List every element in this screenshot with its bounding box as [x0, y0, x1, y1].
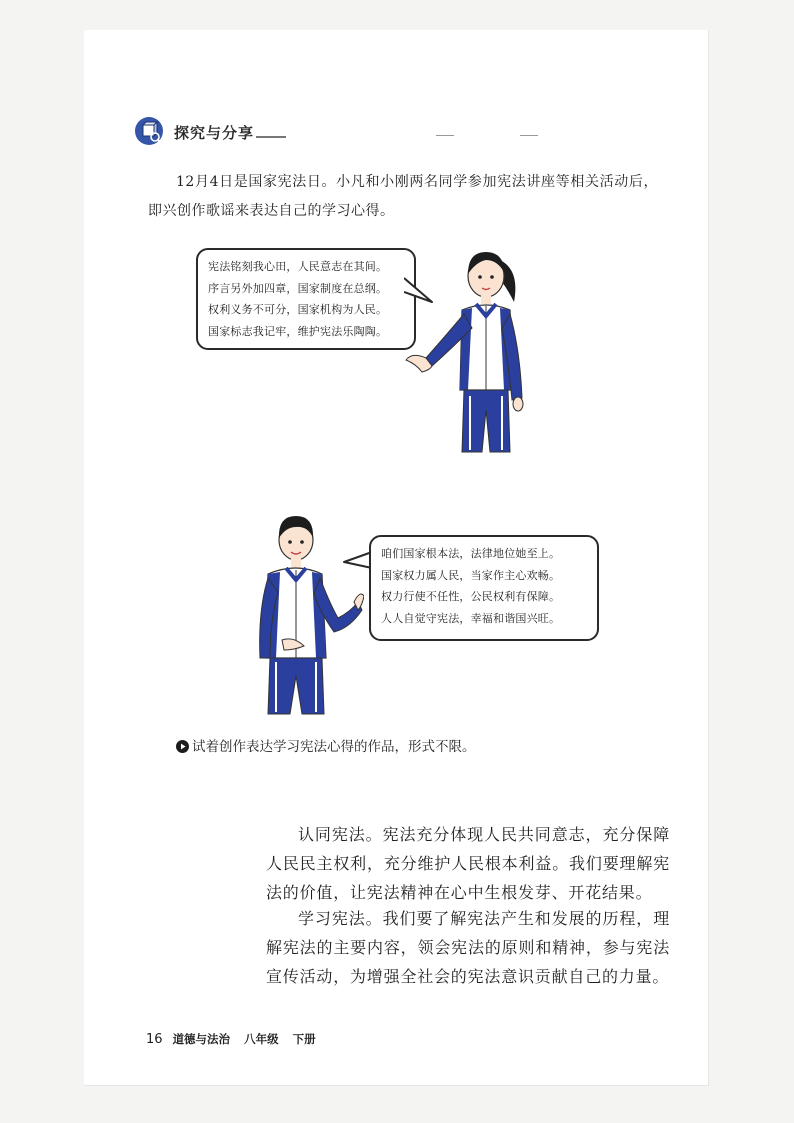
page-footer — [146, 1031, 316, 1047]
bubble-line: 权力行使不任性，公民权利有保障。 — [381, 590, 561, 603]
book-grade: 八年级 — [244, 1032, 279, 1046]
section-title: 探究与分享 — [174, 124, 255, 142]
decorative-dash — [436, 135, 454, 136]
play-circle-icon — [176, 740, 189, 753]
bubble-line: 宪法铭刻我心田，人民意志在其间。 — [208, 260, 388, 273]
bubble-line: 人人自觉守宪法，幸福和谐国兴旺。 — [381, 611, 561, 625]
magnifier-cube-icon — [134, 116, 164, 146]
bubble-line: 国家标志我记牢，维护宪法乐陶陶。 — [208, 324, 388, 338]
bubble-line: 权利义务不可分，国家机构为人民。 — [208, 303, 388, 316]
boy-speech-bubble — [369, 535, 599, 641]
girl-speech-bubble — [196, 248, 416, 350]
section-title-rule — [256, 136, 286, 138]
intro-text: 12月4日是国家宪法日。小凡和小刚两名同学参加宪法讲座等相关活动后，即兴创作歌谣来表达自己的学习心得。 — [148, 174, 658, 219]
girl-student-illustration — [402, 230, 562, 455]
activity-prompt-text: 试着创作表达学习宪法心得的作品，形式不限。 — [192, 739, 476, 755]
decorative-dash — [520, 135, 538, 136]
textbook-page — [84, 30, 709, 1086]
page-number: 16 — [146, 1032, 163, 1047]
body-paragraph: 学习宪法。我们要了解宪法产生和发展的历程，理解宪法的主要内容，领会宪法的原则和精神，参与宪法宣传活动，为增强全社会的宪法意识贡献自己的力量。 — [266, 909, 670, 986]
book-volume: 下册 — [292, 1032, 316, 1046]
bubble-line: 咱们国家根本法，法律地位她至上。 — [381, 547, 561, 560]
bubble-line: 序言另外加四章，国家制度在总纲。 — [208, 281, 388, 295]
boy-student-illustration — [234, 500, 364, 715]
bubble-line: 国家权力属人民，当家作主心欢畅。 — [381, 568, 561, 582]
body-paragraph: 认同宪法。宪法充分体现人民共同意志，充分保障人民民主权利，充分维护人民根本利益。我们要理解宪法的价值，让宪法精神在心中生根发芽、开花结果。 — [266, 825, 670, 902]
activity-prompt — [176, 735, 476, 755]
book-subject: 道德与法治 — [172, 1032, 231, 1046]
